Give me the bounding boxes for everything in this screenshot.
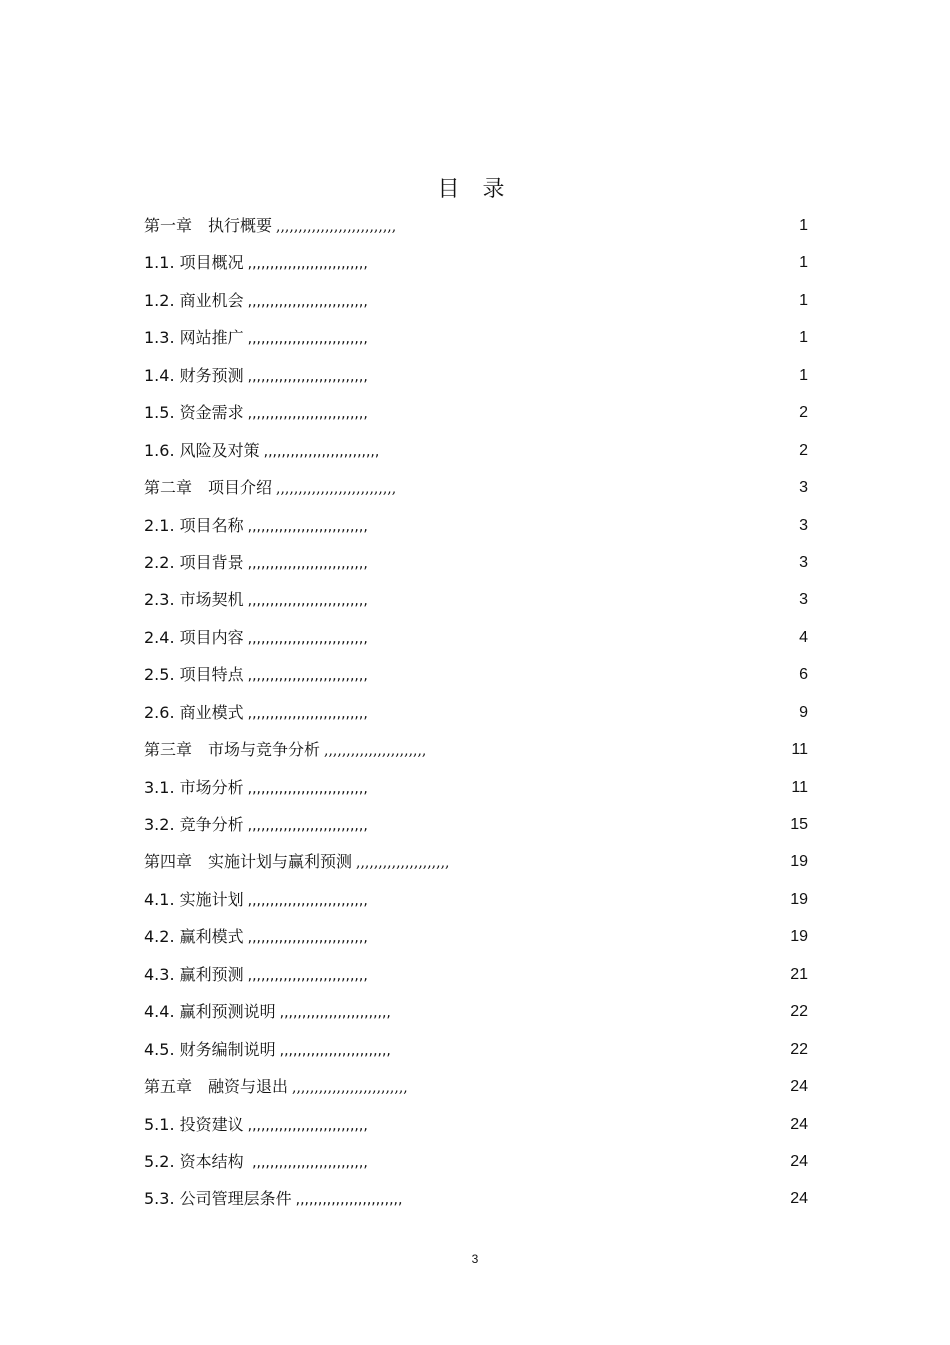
toc-leader-dots: ,,,,,,,,,,,,,,,,,,,,,,,,,,, bbox=[247, 818, 368, 834]
toc-entry-label: 第四章 实施计划与赢利预测 bbox=[144, 852, 353, 872]
toc-entry-page: 22 bbox=[790, 1040, 808, 1058]
toc-entry-title bbox=[144, 956, 368, 995]
toc-entry-page: 1 bbox=[799, 254, 808, 272]
toc-entry-label: 4.3. 赢利预测 bbox=[144, 964, 244, 984]
toc-entry[interactable] bbox=[144, 1068, 808, 1105]
toc-leader-dots: ,,,,,,,,,,,,,,,,,,,,,,, bbox=[324, 743, 427, 760]
toc-entry-title bbox=[144, 769, 368, 808]
toc-entry-title bbox=[144, 918, 368, 957]
toc-entry-page: 19 bbox=[790, 928, 808, 946]
toc-entry[interactable] bbox=[144, 881, 808, 918]
page-number: 3 bbox=[471, 1252, 479, 1266]
toc-leader-dots: ,,,,,,,,,,,,,,,,,,,,,,,,,,, bbox=[247, 368, 368, 385]
toc-entry[interactable] bbox=[144, 731, 808, 768]
toc-leader-dots: ,,,,,,,,,,,,,,,,,,,,,,,,,,, bbox=[247, 630, 368, 647]
toc-entry-page: 24 bbox=[790, 1078, 808, 1096]
toc-entry-label: 4.2. 赢利模式 bbox=[144, 927, 244, 947]
toc-entry-page: 3 bbox=[799, 553, 808, 571]
toc-leader-dots: ,,,,,,,,,,,,,,,,,,,,,,,,,,, bbox=[247, 930, 368, 947]
toc-entry[interactable] bbox=[144, 207, 808, 244]
toc-entry-title bbox=[144, 1143, 368, 1182]
toc-entry-page: 22 bbox=[790, 1003, 808, 1021]
toc-entry-title bbox=[144, 207, 396, 246]
toc-entry-title bbox=[144, 1106, 368, 1145]
toc-entry-title bbox=[144, 1180, 402, 1219]
toc-leader-dots: ,,,,,,,,,,,,,,,,,,,,,,,,,,, bbox=[247, 1117, 368, 1134]
toc-entry[interactable] bbox=[144, 244, 808, 281]
toc-entry-title bbox=[144, 394, 368, 433]
toc-leader-dots: ,,,,,,,,,,,,,,,,,,,,,,,,,, bbox=[247, 1154, 368, 1171]
toc-leader-dots: ,,,,,,,,,,,,,,,,,,,,,,,,,,, bbox=[247, 892, 368, 909]
toc-entry-page: 2 bbox=[799, 441, 808, 459]
toc-entry-label: 2.5. 项目特点 bbox=[144, 665, 244, 685]
toc-entry-label: 第三章 市场与竞争分析 bbox=[144, 740, 321, 760]
toc-entry[interactable] bbox=[144, 1143, 808, 1180]
toc-entry[interactable] bbox=[144, 1180, 808, 1217]
toc-entry-label: 1.1. 项目概况 bbox=[144, 253, 244, 273]
toc-entry-title bbox=[144, 469, 396, 508]
toc-entry-title bbox=[144, 282, 368, 321]
toc-entry-label: 第二章 项目介绍 bbox=[144, 478, 273, 498]
toc-entry-page: 19 bbox=[790, 853, 808, 871]
toc-entry[interactable] bbox=[144, 1031, 808, 1068]
toc-entry-page: 6 bbox=[799, 666, 808, 684]
toc-entry-page: 2 bbox=[799, 404, 808, 422]
page-title: 目 录 bbox=[437, 177, 513, 202]
toc-entry-title bbox=[144, 731, 426, 770]
toc-entry-page: 15 bbox=[790, 816, 808, 833]
toc-entry-label: 1.4. 财务预测 bbox=[144, 365, 244, 385]
toc-entry-label: 3.1. 市场分析 bbox=[144, 777, 244, 797]
toc-entry-title bbox=[144, 619, 368, 658]
toc-entry-title bbox=[144, 1031, 391, 1070]
toc-entry-label: 4.4. 赢利预测说明 bbox=[144, 1002, 276, 1022]
toc-entry-page: 21 bbox=[790, 965, 808, 983]
toc-entry-title bbox=[144, 319, 368, 358]
toc-entry[interactable] bbox=[144, 544, 808, 581]
toc-entry-title bbox=[144, 244, 368, 283]
toc-entry-label: 2.6. 商业模式 bbox=[144, 702, 244, 722]
toc-entry-page: 3 bbox=[799, 516, 808, 534]
toc-entry-label: 1.5. 资金需求 bbox=[144, 403, 244, 423]
toc-entry-label: 5.2. 资本结构 bbox=[144, 1151, 244, 1171]
toc-leader-dots: ,,,,,,,,,,,,,,,,,,,,,,,,,, bbox=[292, 1080, 408, 1097]
toc-entry[interactable] bbox=[144, 956, 808, 993]
toc-entry[interactable] bbox=[144, 843, 808, 880]
toc-entry-label: 2.1. 项目名称 bbox=[144, 515, 244, 535]
toc-entry-page: 4 bbox=[799, 628, 808, 646]
toc-entry-page: 11 bbox=[791, 741, 808, 759]
toc-entry[interactable] bbox=[144, 769, 808, 806]
toc-leader-dots: ,,,,,,,,,,,,,,,,,,,,,,,,,, bbox=[263, 443, 380, 460]
toc-entry-page: 11 bbox=[791, 778, 808, 796]
toc-entry-label: 2.2. 项目背景 bbox=[144, 552, 244, 572]
toc-leader-dots: ,,,,,,,,,,,,,,,,,,,,,,,,,,, bbox=[247, 705, 368, 722]
toc-entry-page: 24 bbox=[790, 1115, 808, 1133]
toc-entry[interactable] bbox=[144, 282, 808, 319]
toc-entry-title bbox=[144, 694, 368, 733]
toc-entry[interactable] bbox=[144, 1106, 808, 1143]
toc-entry-title bbox=[144, 806, 368, 845]
toc-entry[interactable] bbox=[144, 357, 808, 394]
toc-entry[interactable] bbox=[144, 656, 808, 693]
toc-leader-dots: ,,,,,,,,,,,,,,,,,,,,,,,, bbox=[295, 1192, 403, 1209]
toc-entry-label: 5.3. 公司管理层条件 bbox=[144, 1189, 292, 1209]
toc-entry[interactable] bbox=[144, 394, 808, 431]
toc-leader-dots: ,,,,,,,,,,,,,,,,,,,,,,,,,,, bbox=[247, 256, 368, 273]
toc-entry-label: 5.1. 投资建议 bbox=[144, 1114, 244, 1134]
toc-leader-dots: ,,,,,,,,,,,,,,,,,,,,,,,,, bbox=[279, 1005, 391, 1022]
toc-entry-page: 3 bbox=[799, 479, 808, 497]
toc-entry-title bbox=[144, 581, 368, 620]
toc-entry-label: 第一章 执行概要 bbox=[144, 216, 273, 235]
toc-entry-page: 24 bbox=[790, 1190, 808, 1208]
toc-entry[interactable] bbox=[144, 581, 808, 618]
toc-entry-page: 1 bbox=[799, 366, 808, 384]
toc-leader-dots: ,,,,,,,,,,,,,,,,,,,,,,,,,,, bbox=[247, 668, 368, 685]
toc-leader-dots: ,,,,,,,,,,,,,,,,,,,,,,,,,,, bbox=[247, 331, 368, 348]
toc-entry[interactable] bbox=[144, 806, 808, 843]
toc-leader-dots: ,,,,,,,,,,,,,,,,,,,,,,,,,,, bbox=[247, 967, 368, 984]
toc-entry[interactable] bbox=[144, 507, 808, 544]
toc-leader-dots: ,,,,,,,,,,,,,,,,,,,,,,,,, bbox=[279, 1042, 391, 1059]
toc-entry-title bbox=[144, 357, 368, 396]
toc-entry[interactable] bbox=[144, 619, 808, 656]
toc-leader-dots: ,,,,,,,,,,,,,,,,,,,,,,,,,,, bbox=[247, 593, 368, 610]
toc-leader-dots: ,,,,,,,,,,,,,,,,,,,,,,,,,,, bbox=[247, 293, 368, 310]
toc-entry-title bbox=[144, 881, 368, 920]
toc-entry-label: 4.1. 实施计划 bbox=[144, 889, 244, 909]
toc-entry-page: 3 bbox=[799, 591, 808, 609]
toc-entry-page: 9 bbox=[799, 703, 808, 721]
toc-entry-label: 3.2. 竞争分析 bbox=[144, 815, 244, 834]
toc-entry-title bbox=[144, 656, 368, 695]
toc-entry-label: 1.6. 风险及对策 bbox=[144, 440, 260, 460]
toc-entry-page: 1 bbox=[799, 329, 808, 347]
toc-entry[interactable] bbox=[144, 432, 808, 469]
toc-entry-label: 2.3. 市场契机 bbox=[144, 590, 244, 610]
toc-leader-dots: ,,,,,,,,,,,,,,,,,,,,,,,,,,, bbox=[247, 406, 368, 423]
toc-entry-page: 19 bbox=[790, 890, 808, 908]
toc-leader-dots: ,,,,,,,,,,,,,,,,,,,,,,,,,,, bbox=[247, 555, 368, 572]
toc-entry-page: 24 bbox=[790, 1152, 808, 1170]
toc-entry-title bbox=[144, 544, 368, 583]
toc-leader-dots: ,,,,,,,,,,,,,,,,,,,,, bbox=[356, 855, 450, 872]
toc-entry-page: 1 bbox=[799, 217, 808, 234]
toc-entry-label: 2.4. 项目内容 bbox=[144, 627, 244, 647]
toc-entry[interactable] bbox=[144, 319, 808, 356]
toc-entry-label: 4.5. 财务编制说明 bbox=[144, 1039, 276, 1059]
toc-leader-dots: ,,,,,,,,,,,,,,,,,,,,,,,,,,, bbox=[247, 780, 368, 797]
toc-entry-label: 1.2. 商业机会 bbox=[144, 290, 244, 310]
toc-entry-title bbox=[144, 432, 379, 471]
toc-leader-dots: ,,,,,,,,,,,,,,,,,,,,,,,,,,, bbox=[276, 481, 397, 498]
toc-entry-title bbox=[144, 1068, 408, 1107]
toc-leader-dots: ,,,,,,,,,,,,,,,,,,,,,,,,,,, bbox=[276, 219, 397, 235]
toc-entry-page: 1 bbox=[799, 291, 808, 309]
table-of-contents bbox=[144, 207, 808, 1218]
toc-entry[interactable] bbox=[144, 918, 808, 955]
toc-entry[interactable] bbox=[144, 694, 808, 731]
toc-entry-label: 第五章 融资与退出 bbox=[144, 1077, 289, 1097]
toc-entry-title bbox=[144, 843, 449, 882]
toc-entry-title bbox=[144, 993, 391, 1032]
toc-entry[interactable] bbox=[144, 993, 808, 1030]
toc-entry-title bbox=[144, 507, 368, 546]
toc-leader-dots: ,,,,,,,,,,,,,,,,,,,,,,,,,,, bbox=[247, 518, 368, 535]
toc-entry[interactable] bbox=[144, 469, 808, 506]
toc-entry-label: 1.3. 网站推广 bbox=[144, 328, 244, 348]
